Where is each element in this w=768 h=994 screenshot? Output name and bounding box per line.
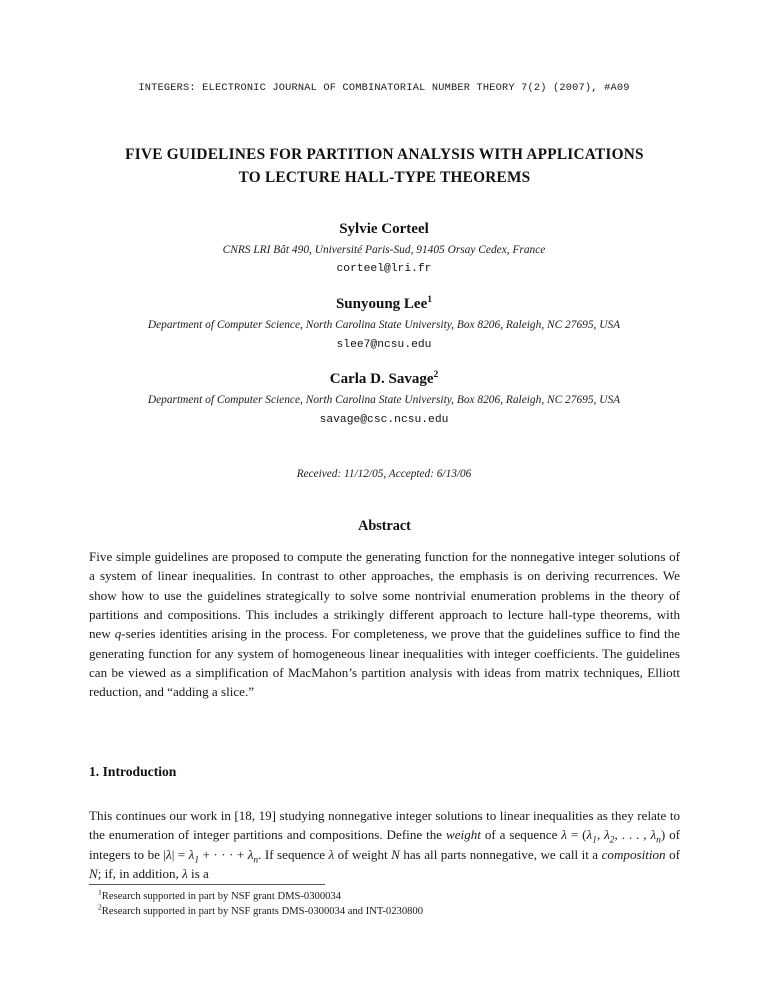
footnote-text: Research supported in part by NSF grants DMS-0300034 and INT-0230800	[101, 906, 424, 918]
author-name-text: Sunyoung Lee	[335, 296, 428, 313]
footnote-item	[89, 889, 680, 904]
footnote-marker: 1	[98, 887, 102, 897]
abstract-body	[89, 547, 680, 702]
math-lambda-1: λ	[586, 827, 593, 843]
footnote-list	[89, 889, 680, 919]
author-email[interactable]: corteel@lri.fr	[336, 263, 432, 276]
intro-text-part-8: of	[665, 846, 680, 862]
title-line-2: TO LECTURE HALL-TYPE THEOREMS	[238, 168, 531, 186]
author-name	[44, 293, 724, 316]
journal-header: INTEGERS: ELECTRONIC JOURNAL OF COMBINATORIAL NUMBER THEORY 7(2) (2007), #A09	[138, 82, 630, 94]
math-equals-paren: = (	[566, 827, 587, 843]
emph-composition: composition	[601, 846, 666, 862]
author-affiliation: Department of Computer Science, North Carolina State University, Box 8206, Raleigh, NC 27695, USA	[147, 318, 621, 331]
intro-text-part-5: . If sequence	[258, 846, 329, 862]
title-line-1: FIVE GUIDELINES FOR PARTITION ANALYSIS WITH APPLICATIONS	[125, 146, 644, 163]
author-footnote-marker[interactable]: 2	[433, 370, 439, 381]
author-block-2	[44, 293, 724, 355]
abstract-text-part-1: Five simple guidelines are proposed to compute the generating function for the nonnegative integer solutions of a system of linear inequalities. In contrast to other approaches, the emphasis is on deriving recurrences. We show how to use the guidelines strategically to solve some nontrivial enumeration problems in the theory of partitions and compositions. This includes a strikingly different approach to lecture hall-type theorems, with new	[89, 549, 680, 642]
author-affiliation: Department of Computer Science, North Carolina State University, Box 8206, Raleigh, NC 27695, USA	[147, 393, 621, 406]
footnote-marker: 2	[98, 902, 102, 912]
footnote-item	[89, 904, 680, 919]
math-lambda-nb: λ	[247, 846, 254, 862]
intro-text-part-9: ; if, in addition,	[97, 865, 183, 881]
math-subscript-nb: n	[253, 855, 259, 866]
intro-text-part-7: has all parts nonnegative, we call it a	[399, 846, 602, 862]
math-subscript-2: 2	[609, 835, 615, 846]
author-name-text: Carla D. Savage	[329, 371, 434, 388]
math-N-2: N	[89, 865, 98, 881]
author-block-3	[44, 368, 724, 430]
intro-text-part-3: ) of integers to be |	[89, 827, 681, 862]
author-name	[44, 218, 724, 241]
author-affiliation: CNRS LRI Bât 490, Université Paris-Sud, 91405 Orsay Cedex, France	[222, 243, 546, 256]
emph-weight: weight	[446, 827, 481, 843]
math-lambda: λ	[561, 827, 567, 843]
math-lambda-n: λ	[650, 827, 657, 843]
author-footnote-marker[interactable]: 1	[427, 295, 433, 306]
abstract-heading: Abstract	[358, 518, 411, 534]
author-block-1	[44, 218, 724, 280]
math-N: N	[391, 846, 400, 862]
intro-text-part-4: | =	[171, 846, 189, 862]
abstract-q-symbol: q	[114, 626, 122, 642]
section-body-introduction	[89, 806, 680, 883]
math-comma-1: ,	[596, 827, 605, 843]
author-list	[44, 218, 724, 444]
page-title	[89, 144, 680, 189]
math-lambda-3: λ	[328, 846, 335, 862]
math-subscript-n: n	[656, 835, 661, 846]
math-lambda-2: λ	[604, 827, 610, 843]
section-heading-introduction: 1. Introduction	[89, 764, 177, 779]
author-name-text: Sylvie Corteel	[339, 221, 429, 237]
intro-text-part-1: This continues our work in [18, 19] studying nonnegative integer solutions to linear inequalities as they relate to the enumeration of integer partitions and compositions. Define the	[89, 808, 680, 843]
abstract-text-part-2: -series identities arising in the process. For completeness, we prove that the guidelines suffice to find the generating function for any system of homogeneous linear inequalities with integer coefficients. The guidelines can be viewed as a simplification of MacMahon’s partition analysis with ideas from matrix techniques, Elliott reduction, and “adding a slice.”	[89, 626, 680, 700]
footnote-separator-rule	[89, 884, 325, 885]
author-email[interactable]: savage@csc.ncsu.edu	[319, 413, 449, 426]
math-lambda-abs: λ	[166, 846, 172, 862]
author-name	[44, 368, 724, 391]
received-accepted-dates: Received: 11/12/05, Accepted: 6/13/06	[296, 468, 472, 480]
intro-text-part-2: of a sequence	[480, 827, 562, 843]
math-subscript-1: 1	[592, 835, 597, 846]
math-plus-dots: + · · · +	[199, 846, 248, 862]
math-subscript-1b: 1	[194, 855, 200, 866]
author-email[interactable]: slee7@ncsu.edu	[336, 338, 432, 351]
math-lambda-1b: λ	[188, 846, 195, 862]
intro-text-part-6: of weight	[334, 846, 392, 862]
intro-text-part-10: is a	[187, 865, 209, 881]
math-lambda-4: λ	[182, 865, 188, 881]
footnote-text: Research supported in part by NSF grant DMS-0300034	[101, 891, 342, 902]
math-ellipsis: , . . . ,	[614, 827, 651, 843]
